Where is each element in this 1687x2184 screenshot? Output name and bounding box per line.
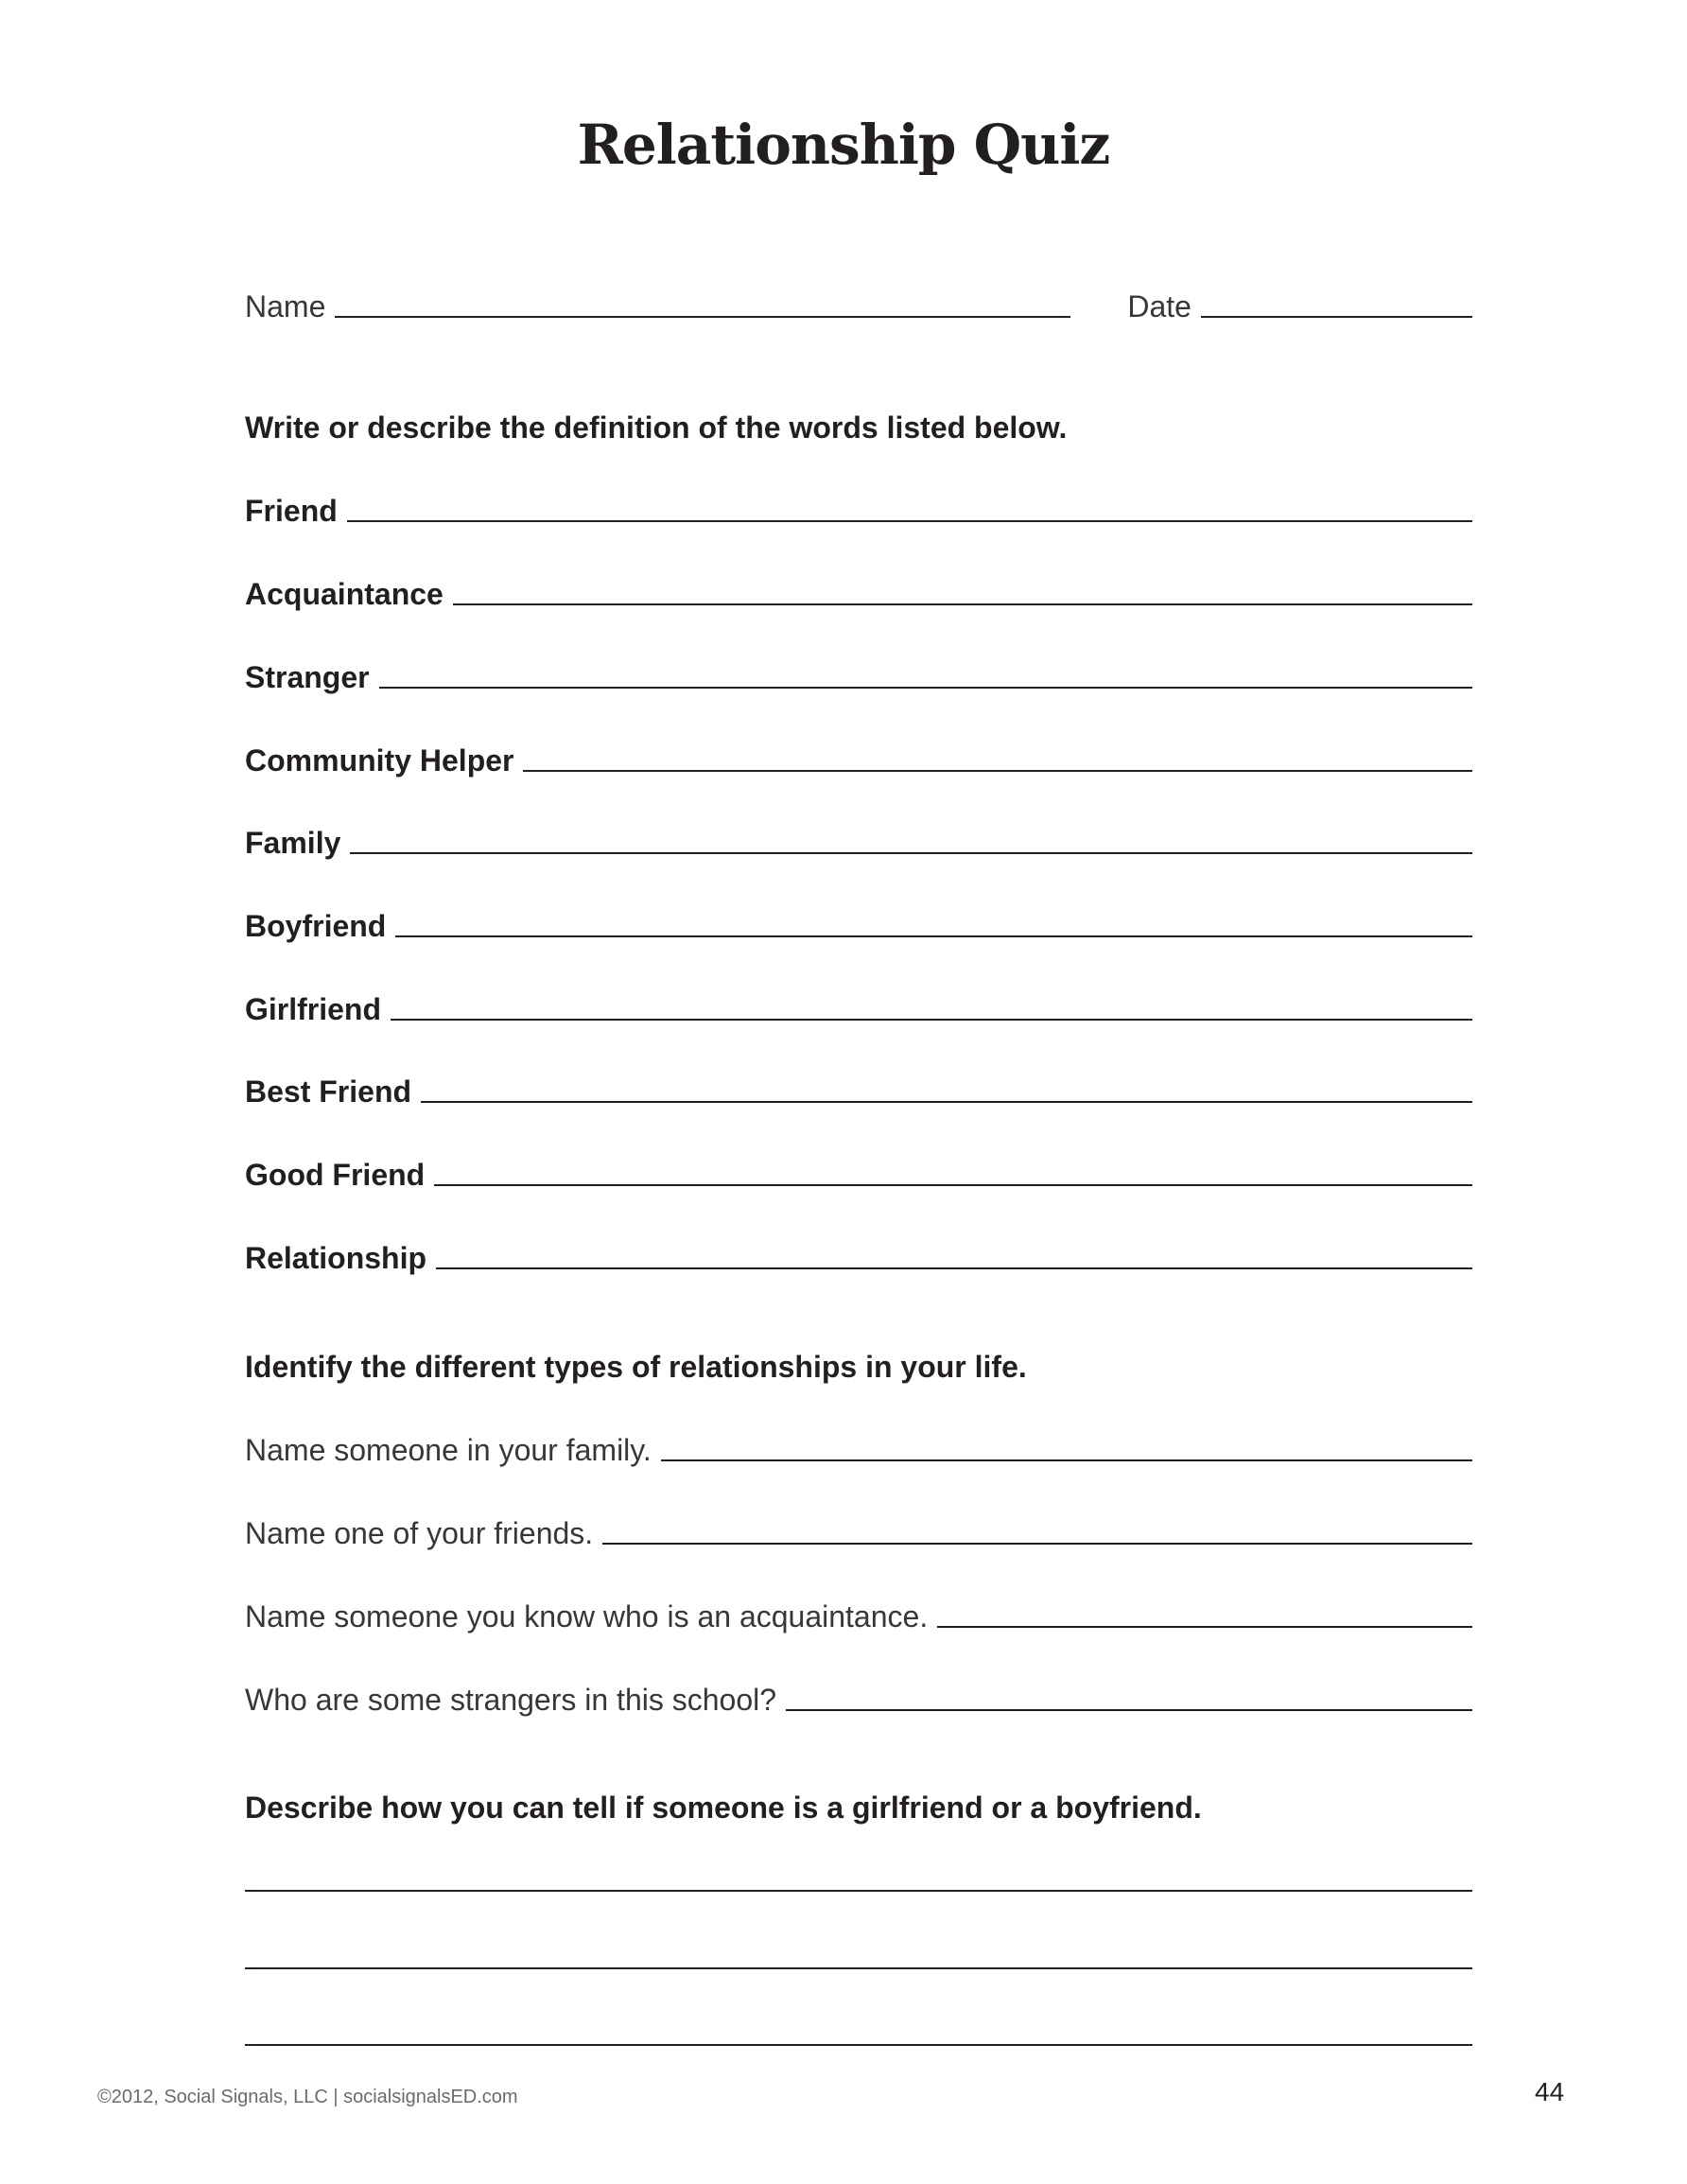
relationship-question-row <box>245 1425 1472 1469</box>
relationship-question-row <box>245 1592 1472 1635</box>
relationship-answer-line[interactable] <box>602 1543 1472 1545</box>
relationship-question-row <box>245 1675 1472 1719</box>
definition-answer-line[interactable] <box>436 1267 1472 1269</box>
definition-label: Best Friend <box>245 1075 412 1109</box>
definition-label: Community Helper <box>245 743 514 778</box>
definition-answer-line[interactable] <box>395 935 1472 937</box>
definition-label: Relationship <box>245 1241 427 1275</box>
definition-label: Girlfriend <box>245 992 382 1026</box>
definition-row <box>245 569 1472 613</box>
page-number: 44 <box>1535 2077 1565 2106</box>
definition-row <box>245 901 1472 945</box>
definition-row <box>245 1067 1472 1110</box>
definition-row <box>245 1150 1472 1194</box>
definition-label: Boyfriend <box>245 909 387 943</box>
name-date-row <box>245 282 1472 325</box>
section2-heading: Identify the different types of relationships in your life. <box>245 1350 1027 1384</box>
definition-row <box>245 818 1472 862</box>
description-answer-line[interactable] <box>245 1967 1472 1969</box>
relationship-answer-line[interactable] <box>937 1626 1472 1628</box>
definition-answer-line[interactable] <box>421 1101 1472 1103</box>
definition-label: Family <box>245 826 341 860</box>
name-label: Name <box>245 289 326 323</box>
definition-row <box>245 736 1472 779</box>
relationship-answer-line[interactable] <box>786 1709 1472 1711</box>
relationship-question-label: Who are some strangers in this school? <box>245 1683 777 1717</box>
description-answer-line[interactable] <box>245 1890 1472 1892</box>
date-label: Date <box>1127 289 1191 323</box>
definition-label: Friend <box>245 494 338 528</box>
description-answer-line[interactable] <box>245 2044 1472 2046</box>
section3-heading: Describe how you can tell if someone is a girlfriend or a boyfriend. <box>245 1791 1202 1825</box>
definition-row <box>245 985 1472 1028</box>
definition-label: Good Friend <box>245 1158 426 1192</box>
definition-answer-line[interactable] <box>434 1184 1472 1186</box>
definition-label: Stranger <box>245 660 370 694</box>
definition-label: Acquaintance <box>245 577 443 611</box>
page-title: Relationship Quiz <box>577 113 1110 177</box>
relationship-question-label: Name one of your friends. <box>245 1516 594 1550</box>
section1-heading: Write or describe the definition of the words listed below. <box>245 411 1068 445</box>
definition-answer-line[interactable] <box>391 1019 1472 1021</box>
definition-answer-line[interactable] <box>453 603 1472 605</box>
relationship-answer-line[interactable] <box>661 1459 1472 1461</box>
definition-answer-line[interactable] <box>523 770 1472 772</box>
definition-answer-line[interactable] <box>379 687 1472 689</box>
relationship-question-label: Name someone in your family. <box>245 1433 652 1467</box>
definition-row <box>245 653 1472 696</box>
definition-answer-line[interactable] <box>350 852 1472 854</box>
definition-row <box>245 486 1472 530</box>
definition-answer-line[interactable] <box>347 520 1472 522</box>
relationship-question-label: Name someone you know who is an acquaintance. <box>245 1599 929 1634</box>
definition-row <box>245 1233 1472 1277</box>
date-field[interactable] <box>1201 316 1472 318</box>
footer-copyright: ©2012, Social Signals, LLC | socialsignalsED.com <box>97 2087 518 2107</box>
relationship-question-row <box>245 1509 1472 1552</box>
name-field[interactable] <box>335 316 1070 318</box>
